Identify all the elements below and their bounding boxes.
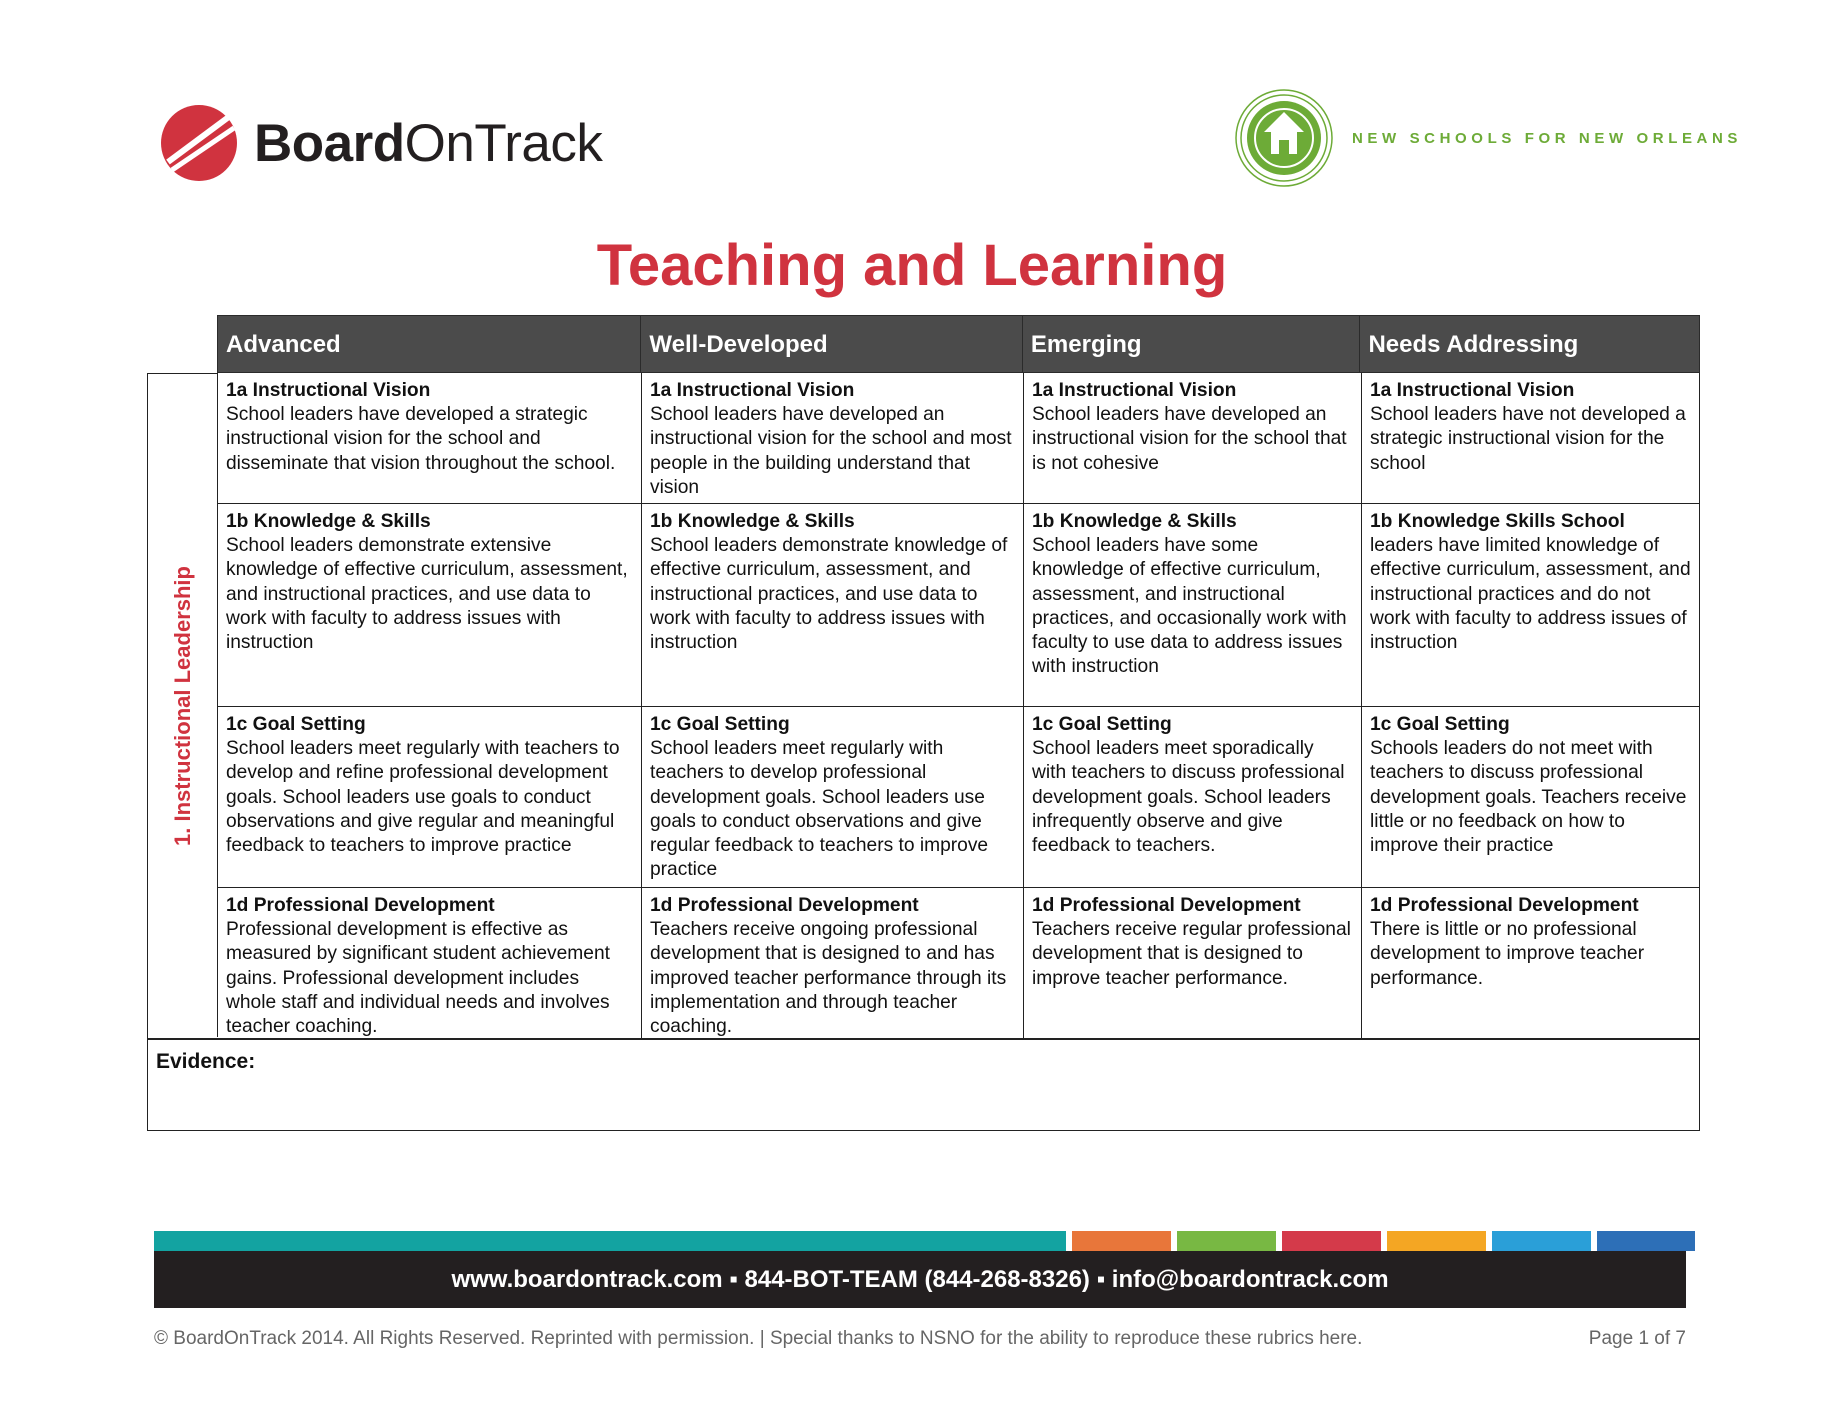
table-row [218, 373, 1699, 504]
evidence-label: Evidence: [156, 1050, 256, 1073]
cell-heading: 1a Instructional Vision [1370, 380, 1575, 401]
cell-heading: 1c Goal Setting [226, 714, 366, 735]
rubric-cell [1362, 373, 1699, 503]
column-header-needs-addressing: Needs Addressing [1368, 331, 1579, 358]
cell-text: Schools leaders do not meet with teachers to discuss professional development goals. Teachers receive little or no feedback on how to improve their practice [1370, 738, 1687, 857]
rubric-cell [642, 373, 1024, 503]
footer-contact-bar: www.boardontrack.com ▪ 844-BOT-TEAM (844-268-8326) ▪ info@boardontrack.com [154, 1251, 1686, 1308]
cell-text: School leaders have not developed a strategic instructional vision for the school [1370, 404, 1686, 474]
rubric-cell [218, 373, 642, 503]
rubric-cell [1024, 373, 1362, 503]
page-title: Teaching and Learning [596, 233, 1228, 298]
cell-heading: 1d Professional Development [1032, 895, 1301, 916]
cell-heading: 1c Goal Setting [650, 714, 790, 735]
cell-heading: 1b Knowledge & Skills [226, 511, 431, 532]
color-segment [1387, 1231, 1486, 1251]
column-header-well-developed: Well-Developed [641, 316, 1022, 372]
cell-text: There is little or no professional development to improve teacher performance. [1370, 919, 1645, 989]
cell-text: School leaders meet sporadically with teachers to discuss professional development goals. School leaders infrequently observe and give feedback to teachers. [1032, 738, 1345, 857]
cell-heading: 1d Professional Development [226, 895, 495, 916]
cell-heading: 1c Goal Setting [1032, 714, 1172, 735]
column-header-emerging: Emerging [1023, 316, 1361, 372]
table-row [218, 504, 1699, 707]
cell-text: School leaders demonstrate extensive knowledge of effective curriculum, assessment, and instructional practices, and use data to work with faculty to address issues with instruction [226, 535, 628, 654]
cell-text: School leaders demonstrate knowledge of effective curriculum, assessment, and instructional practices, and use data to work with faculty to address issues with instruction [650, 535, 1008, 654]
cell-text: School leaders have developed an instructional vision for the school and most people in the building understand that vision [650, 404, 1012, 498]
cell-heading: 1d Professional Development [650, 895, 919, 916]
rubric-cell [642, 888, 1024, 1039]
table-row [218, 888, 1699, 1039]
nsno-house-logo-icon [1234, 88, 1334, 188]
cell-heading: 1a Instructional Vision [226, 380, 431, 401]
cell-text: Teachers receive ongoing professional development that is designed to and has improved teacher performance through its implementation and through teacher coaching. [650, 919, 1007, 1038]
color-segment [1072, 1231, 1171, 1251]
side-label-column [148, 373, 218, 1037]
boardontrack-logo-icon [160, 104, 238, 182]
color-segment [1282, 1231, 1381, 1251]
nsno-logo [1234, 88, 1742, 188]
evidence-box [147, 1039, 1700, 1131]
color-segment [1492, 1231, 1591, 1251]
rubric-cell [642, 504, 1024, 706]
rubric-body [147, 373, 1700, 1039]
footer-copyright: © BoardOnTrack 2014. All Rights Reserved. Reprinted with permission. | Special thanks to NSNO for the ability to reproduce these rubrics here. [154, 1328, 1363, 1349]
cell-heading: 1b Knowledge & Skills [650, 511, 855, 532]
rubric-header-row [217, 315, 1700, 373]
color-segment [1177, 1231, 1276, 1251]
rubric-cell [218, 888, 642, 1039]
cell-heading: 1b Knowledge & Skills [1032, 511, 1237, 532]
boardontrack-logo [160, 102, 602, 184]
rubric-cell [1362, 888, 1699, 1039]
nsno-wordmark: NEW SCHOOLS FOR NEW ORLEANS [1352, 129, 1743, 147]
rubric-cell [642, 707, 1024, 887]
boardontrack-wordmark [254, 113, 603, 173]
cell-text: Professional development is effective as measured by significant student achievement gains. Professional development includes whole staff and individual needs and involves teacher coaching. [226, 919, 610, 1038]
color-segment [154, 1231, 1066, 1251]
brand-light: OnTrack [404, 113, 603, 173]
table-row [218, 707, 1699, 888]
cell-text: School leaders meet regularly with teachers to develop professional development goals. School leaders use goals to conduct observations and give regular feedback to teachers to improve practice [650, 738, 989, 881]
rubric-cell [1362, 504, 1699, 706]
cell-heading: 1d Professional Development [1370, 895, 1639, 916]
cell-text: School leaders have developed an instructional vision for the school that is not cohesive [1032, 404, 1347, 474]
rubric-cell [1024, 504, 1362, 706]
rubric-cell [218, 504, 642, 706]
cell-heading: 1c Goal Setting [1370, 714, 1510, 735]
cell-heading: 1a Instructional Vision [1032, 380, 1237, 401]
brand-bold: Board [254, 113, 405, 173]
rubric-cell [218, 707, 642, 887]
cell-text: Teachers receive regular professional development that is designed to improve teacher performance. [1032, 919, 1351, 989]
cell-heading: 1b Knowledge Skills School [1370, 511, 1625, 532]
cell-text: School leaders meet regularly with teachers to develop and refine professional development goals. School leaders use goals to conduct observations and give regular and meaningful feedback to teachers to improve practice [226, 738, 620, 857]
cell-text: School leaders have developed a strategic instructional vision for the school and disseminate that vision throughout the school. [226, 404, 616, 474]
rubric-grid [218, 373, 1699, 1039]
rubric-cell [1024, 707, 1362, 887]
rubric-cell [1024, 888, 1362, 1039]
footer-color-bar [154, 1231, 1695, 1251]
column-header-advanced: Advanced [218, 316, 641, 372]
cell-text: School leaders have some knowledge of effective curriculum, assessment, and instructional practices, and occasionally work with faculty to use data to address issues with instruction [1032, 535, 1347, 678]
rubric-cell [1362, 707, 1699, 887]
page-number: Page 1 of 7 [1588, 1328, 1686, 1349]
color-segment [1597, 1231, 1695, 1251]
side-label: 1. Instructional Leadership [170, 566, 195, 846]
cell-text: leaders have limited knowledge of effective curriculum, assessment, and instructional practices and do not work with faculty to address issues of instruction [1370, 535, 1691, 654]
cell-heading: 1a Instructional Vision [650, 380, 855, 401]
